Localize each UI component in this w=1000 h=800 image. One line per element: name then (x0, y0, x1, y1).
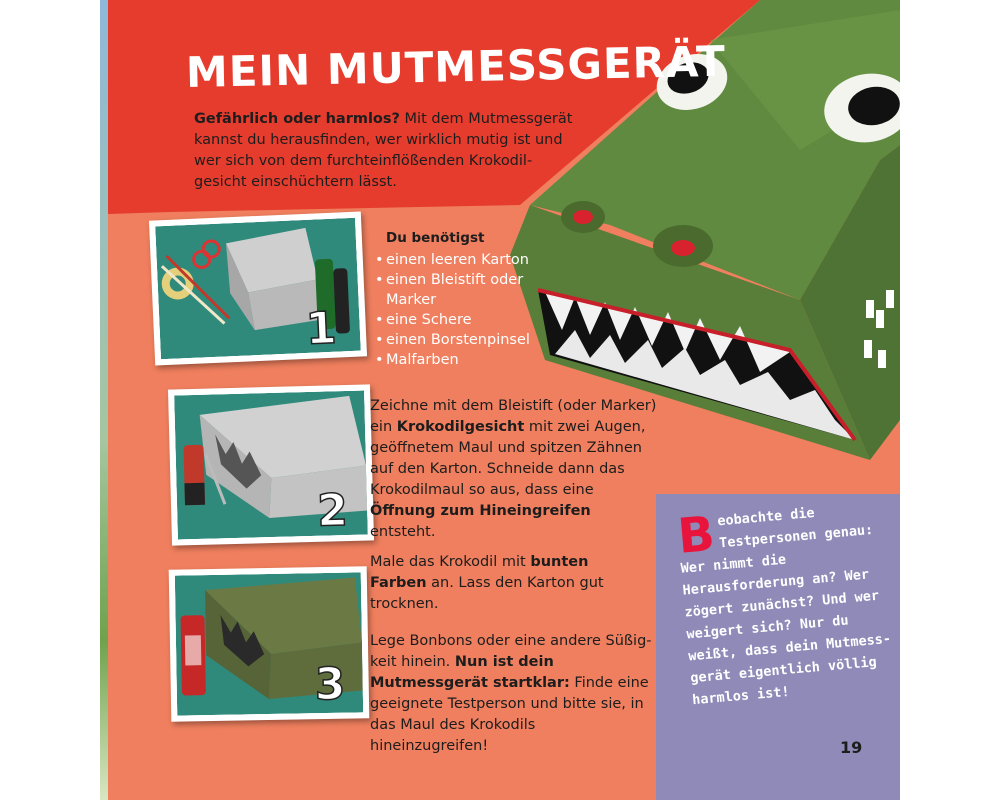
tip-box (656, 494, 900, 800)
photo-number-3: 3 (314, 658, 346, 711)
material-item: • einen Borstenpinsel (375, 330, 555, 350)
step-3-part: Male das Krokodil mit (370, 554, 531, 570)
page-title: MEIN MUTMESSGERÄT (185, 36, 727, 97)
step-2-part: mit zwei Augen, geöffnetem Maul und spitzen Zähnen auf den Karton. Schneide dann das Krokodilmaul so aus, dass eine (370, 419, 646, 498)
step-2-bold: Krokodilgesicht (396, 419, 525, 435)
step-2-text (370, 396, 660, 543)
material-item: • Malfarben (375, 350, 555, 370)
tip-initial: B (675, 505, 717, 565)
tip-text (676, 496, 898, 711)
step-3-bold: bunten Farben (370, 554, 589, 591)
step-2-bold: Öffnung zum Hineingreifen (370, 503, 591, 519)
photo-step-2 (168, 384, 374, 545)
intro-body: Mit dem Mutmessgerät kannst du herausfinden, wer wirklich mutig ist und wer sich von dem furchteinflößenden Krokodilgesicht einschüchtern lässt. (194, 111, 573, 190)
step-2-part: Zeichne mit dem Bleistift (oder Marker) ein (370, 398, 657, 435)
step-2-part: entsteht. (370, 524, 436, 540)
step-4-part: Lege Bonbons oder eine andere Süßigkeit hinein. (370, 633, 652, 670)
materials-title: Du benötigst (386, 230, 485, 246)
step-4-bold: Nun ist dein Mutmessgerät startklar: (370, 654, 570, 691)
book-page (100, 0, 900, 800)
step-4-text (370, 631, 652, 757)
photo-step-3 (169, 566, 370, 721)
step-4-part: Finde eine geeignete Testperson und bitte sie, in das Maul des Krokodils hineinzugreifen! (370, 675, 649, 754)
step-3-part: an. Lass den Karton gut trocknen. (370, 575, 604, 612)
materials-items (375, 250, 555, 370)
intro-text (194, 109, 574, 193)
material-item: • einen leeren Karton (375, 250, 555, 270)
tip-body: eobachte die Testpersonen genau: Wer nimmt die Herausforderung an? Wer zögert zunächst? Und wer weigert sich? Nur du weißt, dass dein Mutmessgerät eigentlich völlig harmlos ist! (680, 504, 892, 709)
material-item: • eine Schere (375, 310, 555, 330)
photo-number-1: 1 (304, 302, 338, 355)
step-3-text (370, 552, 610, 615)
material-item: • einen Bleistift oder Marker (375, 270, 555, 310)
photo-number-2: 2 (316, 485, 349, 537)
intro-bold: Gefährlich oder harmlos? (194, 111, 400, 127)
page-number: 19 (840, 738, 863, 757)
materials-list (375, 228, 555, 370)
photo-step-1 (149, 211, 367, 365)
